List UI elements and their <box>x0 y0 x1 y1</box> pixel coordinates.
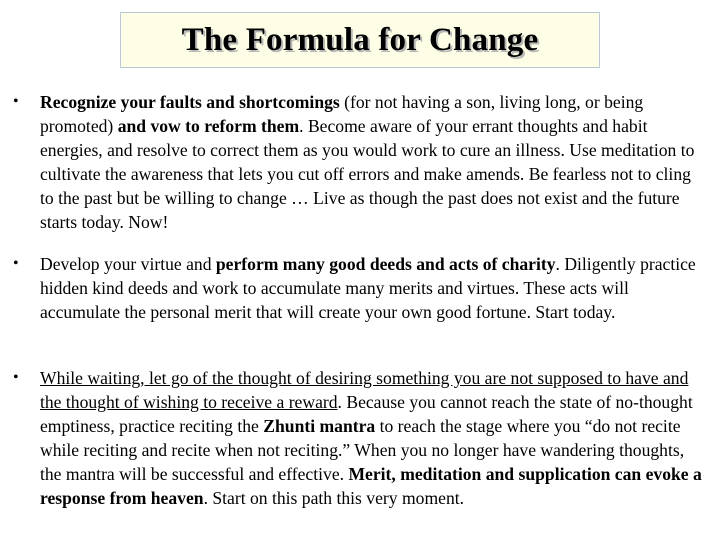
bold-text: and vow to reform them <box>117 116 300 136</box>
text-run: to reach the stage where you “do not recite while reciting and recite when not reciting.” When you no longer have wandering thoughts, the mantra will be successful and effective. <box>40 416 685 484</box>
text-run: . Become aware of your errant thoughts and habit energies, and resolve to correct them as you would work to cure an illness. Use meditation to cultivate the awareness that lets you cut off errors and make amends. Be fearless not to cling to the past but be willing to change … Live as though the past does not exist and the future starts today. Now! <box>40 116 695 232</box>
bullet-text <box>40 92 694 232</box>
title-box <box>120 12 600 68</box>
bold-text: Recognize your faults and shortcomings <box>40 92 340 112</box>
text-run: Develop your virtue and <box>40 254 216 274</box>
bullet-item-3 <box>13 366 708 510</box>
bullet-dot-icon: • <box>13 255 19 272</box>
bullet-item-2 <box>13 252 708 324</box>
bold-text: Merit, meditation and supplication can evoke a response from heaven <box>40 464 702 508</box>
text-run: . Diligently practice hidden kind deeds and work to accumulate many merits and virtues. These acts will accumulate the personal merit that will create your own good fortune. Start today. <box>40 254 696 322</box>
bullet-text <box>40 368 702 508</box>
bullet-item-1 <box>13 90 708 234</box>
text-run: . Because you cannot reach the state of no-thought emptiness, practice reciting the <box>40 392 693 436</box>
bullet-dot-icon: • <box>13 369 19 386</box>
page-title: The Formula for Change <box>181 21 539 58</box>
bold-text: perform many good deeds and acts of charity <box>215 254 556 274</box>
bullet-text <box>40 254 696 322</box>
underlined-text: While waiting, let go of the thought of desiring something you are not supposed to have and the thought of wishing to receive a reward <box>40 368 689 412</box>
text-run: . Start on this path this very moment. <box>203 488 465 508</box>
bullet-dot-icon: • <box>13 93 19 110</box>
bold-text: Zhunti mantra <box>263 416 376 436</box>
text-run: (for not having a son, living long, or being promoted) <box>40 92 644 136</box>
